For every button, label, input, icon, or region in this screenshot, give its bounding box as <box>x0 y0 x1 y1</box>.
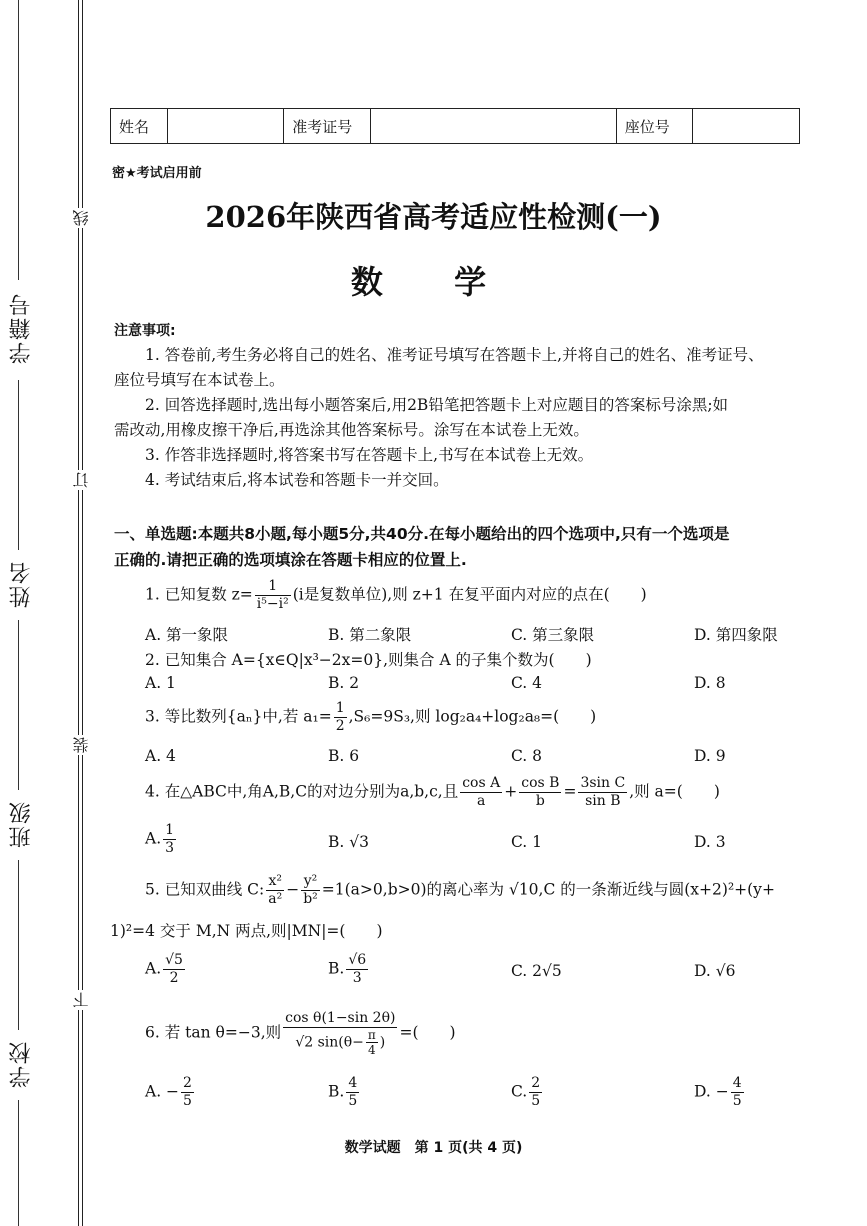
label-class: 班级 <box>9 800 34 848</box>
q6-option-a-prefix: A. − <box>145 1082 180 1101</box>
q5-fraction-2: $\frac{\text{y²}}{\text{b²}}$ <box>303 873 318 907</box>
confidential-mark: 密★考试启用前 <box>112 166 202 181</box>
q2-option-b: B. 2 <box>328 674 360 692</box>
label-name: 姓名 <box>9 560 34 608</box>
q5-pre: 5. 已知双曲线 C: <box>145 880 265 899</box>
q6-den-pre: √2 sin(θ− <box>295 1034 364 1051</box>
seat-field[interactable] <box>693 109 800 144</box>
q5-option-a-fraction: $\frac{√5}{2}$ <box>165 952 183 986</box>
q6-option-c-fraction: $\frac{2}{5}$ <box>531 1075 541 1109</box>
q6-den-post: ) <box>379 1034 386 1051</box>
section-line: 一、单选题:本题共8小题,每小题5分,共40分.在每小题给出的四个选项中,只有一个选项是 <box>114 525 730 543</box>
name-field[interactable] <box>167 109 283 144</box>
q1-post: (i是复数单位),则 z+1 在复平面内对应的点在( ) <box>292 585 647 604</box>
q3-option-c: C. 8 <box>511 747 543 765</box>
q4-fraction-1: $\frac{\text{cos A}}{a}$ <box>462 775 501 809</box>
q1-pre: 1. 已知复数 z= <box>145 585 253 604</box>
q5-option-a-prefix: A. <box>145 959 162 978</box>
cut-line <box>82 0 83 1226</box>
binding-rule <box>18 380 19 550</box>
q6-post: =( ) <box>399 1023 456 1042</box>
cut-mark-seal: 装 <box>72 737 91 753</box>
q4-option-b: B. √3 <box>328 833 369 851</box>
q5-option-b-fraction: $\frac{√6}{3}$ <box>348 952 367 986</box>
q6-fraction: cos θ(1−sin 2θ) √2 sin(θ− $\frac{\pi}{4}$ ) <box>285 1010 396 1057</box>
question-2: 2. 已知集合 A={x∈Q|x³−2x=0},则集合 A 的子集个数为( ) <box>145 651 592 669</box>
q4-equals: = <box>563 782 577 801</box>
q6-option-d-fraction: $\frac{4}{5}$ <box>732 1075 742 1109</box>
q5-option-b-prefix: B. <box>328 959 345 978</box>
notice-line: 座位号填写在本试卷上。 <box>114 371 285 389</box>
question-5 <box>145 873 775 908</box>
binding-rule <box>18 1100 19 1226</box>
name-label: 姓名 <box>111 109 168 144</box>
q3-option-d: D. 9 <box>694 747 726 765</box>
q6-pre: 6. 若 tan θ=−3,则 <box>145 1023 282 1042</box>
q1-option-d: D. 第四象限 <box>694 626 778 644</box>
cut-mark-line: 线 <box>72 210 91 226</box>
q2-option-a: A. 1 <box>145 674 176 692</box>
section-line: 正确的.请把正确的选项填涂在答题卡相应的位置上. <box>114 551 467 569</box>
page-footer: 数学试题 第 1 页(共 4 页) <box>344 1140 523 1156</box>
q2-option-c: C. 4 <box>511 674 543 692</box>
notice-line: 3. 作答非选择题时,将答案书写在答题卡上,书写在本试卷上无效。 <box>145 446 594 464</box>
q4-fraction-3: $\frac{\text{3sin C}}{\text{sin B}}$ <box>580 775 626 809</box>
exam-id-field[interactable] <box>370 109 616 144</box>
label-school: 学校 <box>9 1040 34 1088</box>
question-3 <box>145 700 596 735</box>
cut-mark-bind: 订 <box>72 472 91 488</box>
q5-line-2: 1)²=4 交于 M,N 两点,则|MN|=( ) <box>110 922 383 940</box>
q3-post: ,S₆=9S₃,则 log₂a₄+log₂a₈=( ) <box>348 707 597 726</box>
q6-option-d-prefix: D. − <box>694 1082 729 1101</box>
section-header <box>114 521 804 573</box>
exam-title: 2026年陕西省高考适应性检测(一) <box>205 200 662 234</box>
q3-fraction: $\frac{1}{2}$ <box>335 700 345 734</box>
question-6 <box>145 1010 456 1057</box>
q4-plus: + <box>504 782 518 801</box>
q5-option-c: C. 2√5 <box>511 962 562 980</box>
q4-fraction-2: $\frac{\text{cos B}}{b}$ <box>521 775 560 809</box>
exam-id-label: 准考证号 <box>284 109 371 144</box>
question-4 <box>145 775 720 810</box>
q4-option-a-prefix: A. <box>145 829 162 848</box>
q6-option-d <box>694 1075 746 1110</box>
q6-option-a-fraction: $\frac{2}{5}$ <box>183 1075 192 1109</box>
q1-fraction: $\frac{1}{\text{i⁵−i²}}$ <box>256 578 289 612</box>
q3-option-b: B. 6 <box>328 747 360 765</box>
seat-label: 座位号 <box>616 109 693 144</box>
notice-line: 4. 考试结束后,将本试卷和答题卡一并交回。 <box>145 471 449 489</box>
q4-post: ,则 a=( ) <box>629 782 720 801</box>
q4-option-a <box>145 822 178 857</box>
q1-option-c: C. 第三象限 <box>511 626 595 644</box>
q4-option-a-fraction: $\frac{1}{3}$ <box>165 822 175 856</box>
binding-margin <box>0 0 100 1226</box>
notice-line: 1. 答卷前,考生务必将自己的姓名、准考证号填写在答题卡上,并将自己的姓名、准考证号、 <box>145 346 764 364</box>
notice-line: 需改动,用橡皮擦干净后,再选涂其他答案标号。涂写在本试卷上无效。 <box>114 421 589 439</box>
candidate-info-table <box>110 108 800 144</box>
binding-rule <box>18 860 19 1030</box>
q6-option-a <box>145 1075 196 1110</box>
q6-option-c <box>511 1075 544 1110</box>
binding-rule <box>18 0 19 280</box>
q6-den-fraction: $\frac{\pi}{4}$ <box>367 1028 376 1057</box>
q5-option-b <box>328 952 370 987</box>
q1-option-a: A. 第一象限 <box>145 626 229 644</box>
q5-post: =1(a>0,b>0)的离心率为 √10,C 的一条渐近线与圆(x+2)²+(y+ <box>321 880 775 899</box>
label-student-id: 学籍号 <box>9 292 34 364</box>
q4-option-c: C. 1 <box>511 833 543 851</box>
q6-option-c-prefix: C. <box>511 1082 528 1101</box>
q5-option-a <box>145 952 187 987</box>
subject-title: 数 学 <box>350 263 517 301</box>
q5-fraction-1: $\frac{\text{x²}}{\text{a²}}$ <box>268 873 283 907</box>
q6-option-b <box>328 1075 361 1110</box>
q4-pre: 4. 在△ABC中,角A,B,C的对边分别为a,b,c,且 <box>145 782 459 801</box>
notice-line: 2. 回答选择题时,选出每小题答案后,用2B铅笔把答题卡上对应题目的答案标号涂黑;如 <box>145 396 729 414</box>
question-1 <box>145 578 647 613</box>
q3-option-a: A. 4 <box>145 747 176 765</box>
cut-mark-down: 下 <box>72 992 91 1008</box>
binding-rule <box>18 620 19 790</box>
q4-option-d: D. 3 <box>694 833 726 851</box>
q3-pre: 3. 等比数列{aₙ}中,若 a₁= <box>145 707 332 726</box>
notice-heading: 注意事项: <box>114 323 176 339</box>
q1-option-b: B. 第二象限 <box>328 626 412 644</box>
q5-option-d: D. √6 <box>694 962 736 980</box>
cut-line <box>78 0 79 1226</box>
q6-option-b-prefix: B. <box>328 1082 345 1101</box>
q2-option-d: D. 8 <box>694 674 726 692</box>
q5-minus: − <box>286 880 300 899</box>
q6-option-b-fraction: $\frac{4}{5}$ <box>348 1075 358 1109</box>
